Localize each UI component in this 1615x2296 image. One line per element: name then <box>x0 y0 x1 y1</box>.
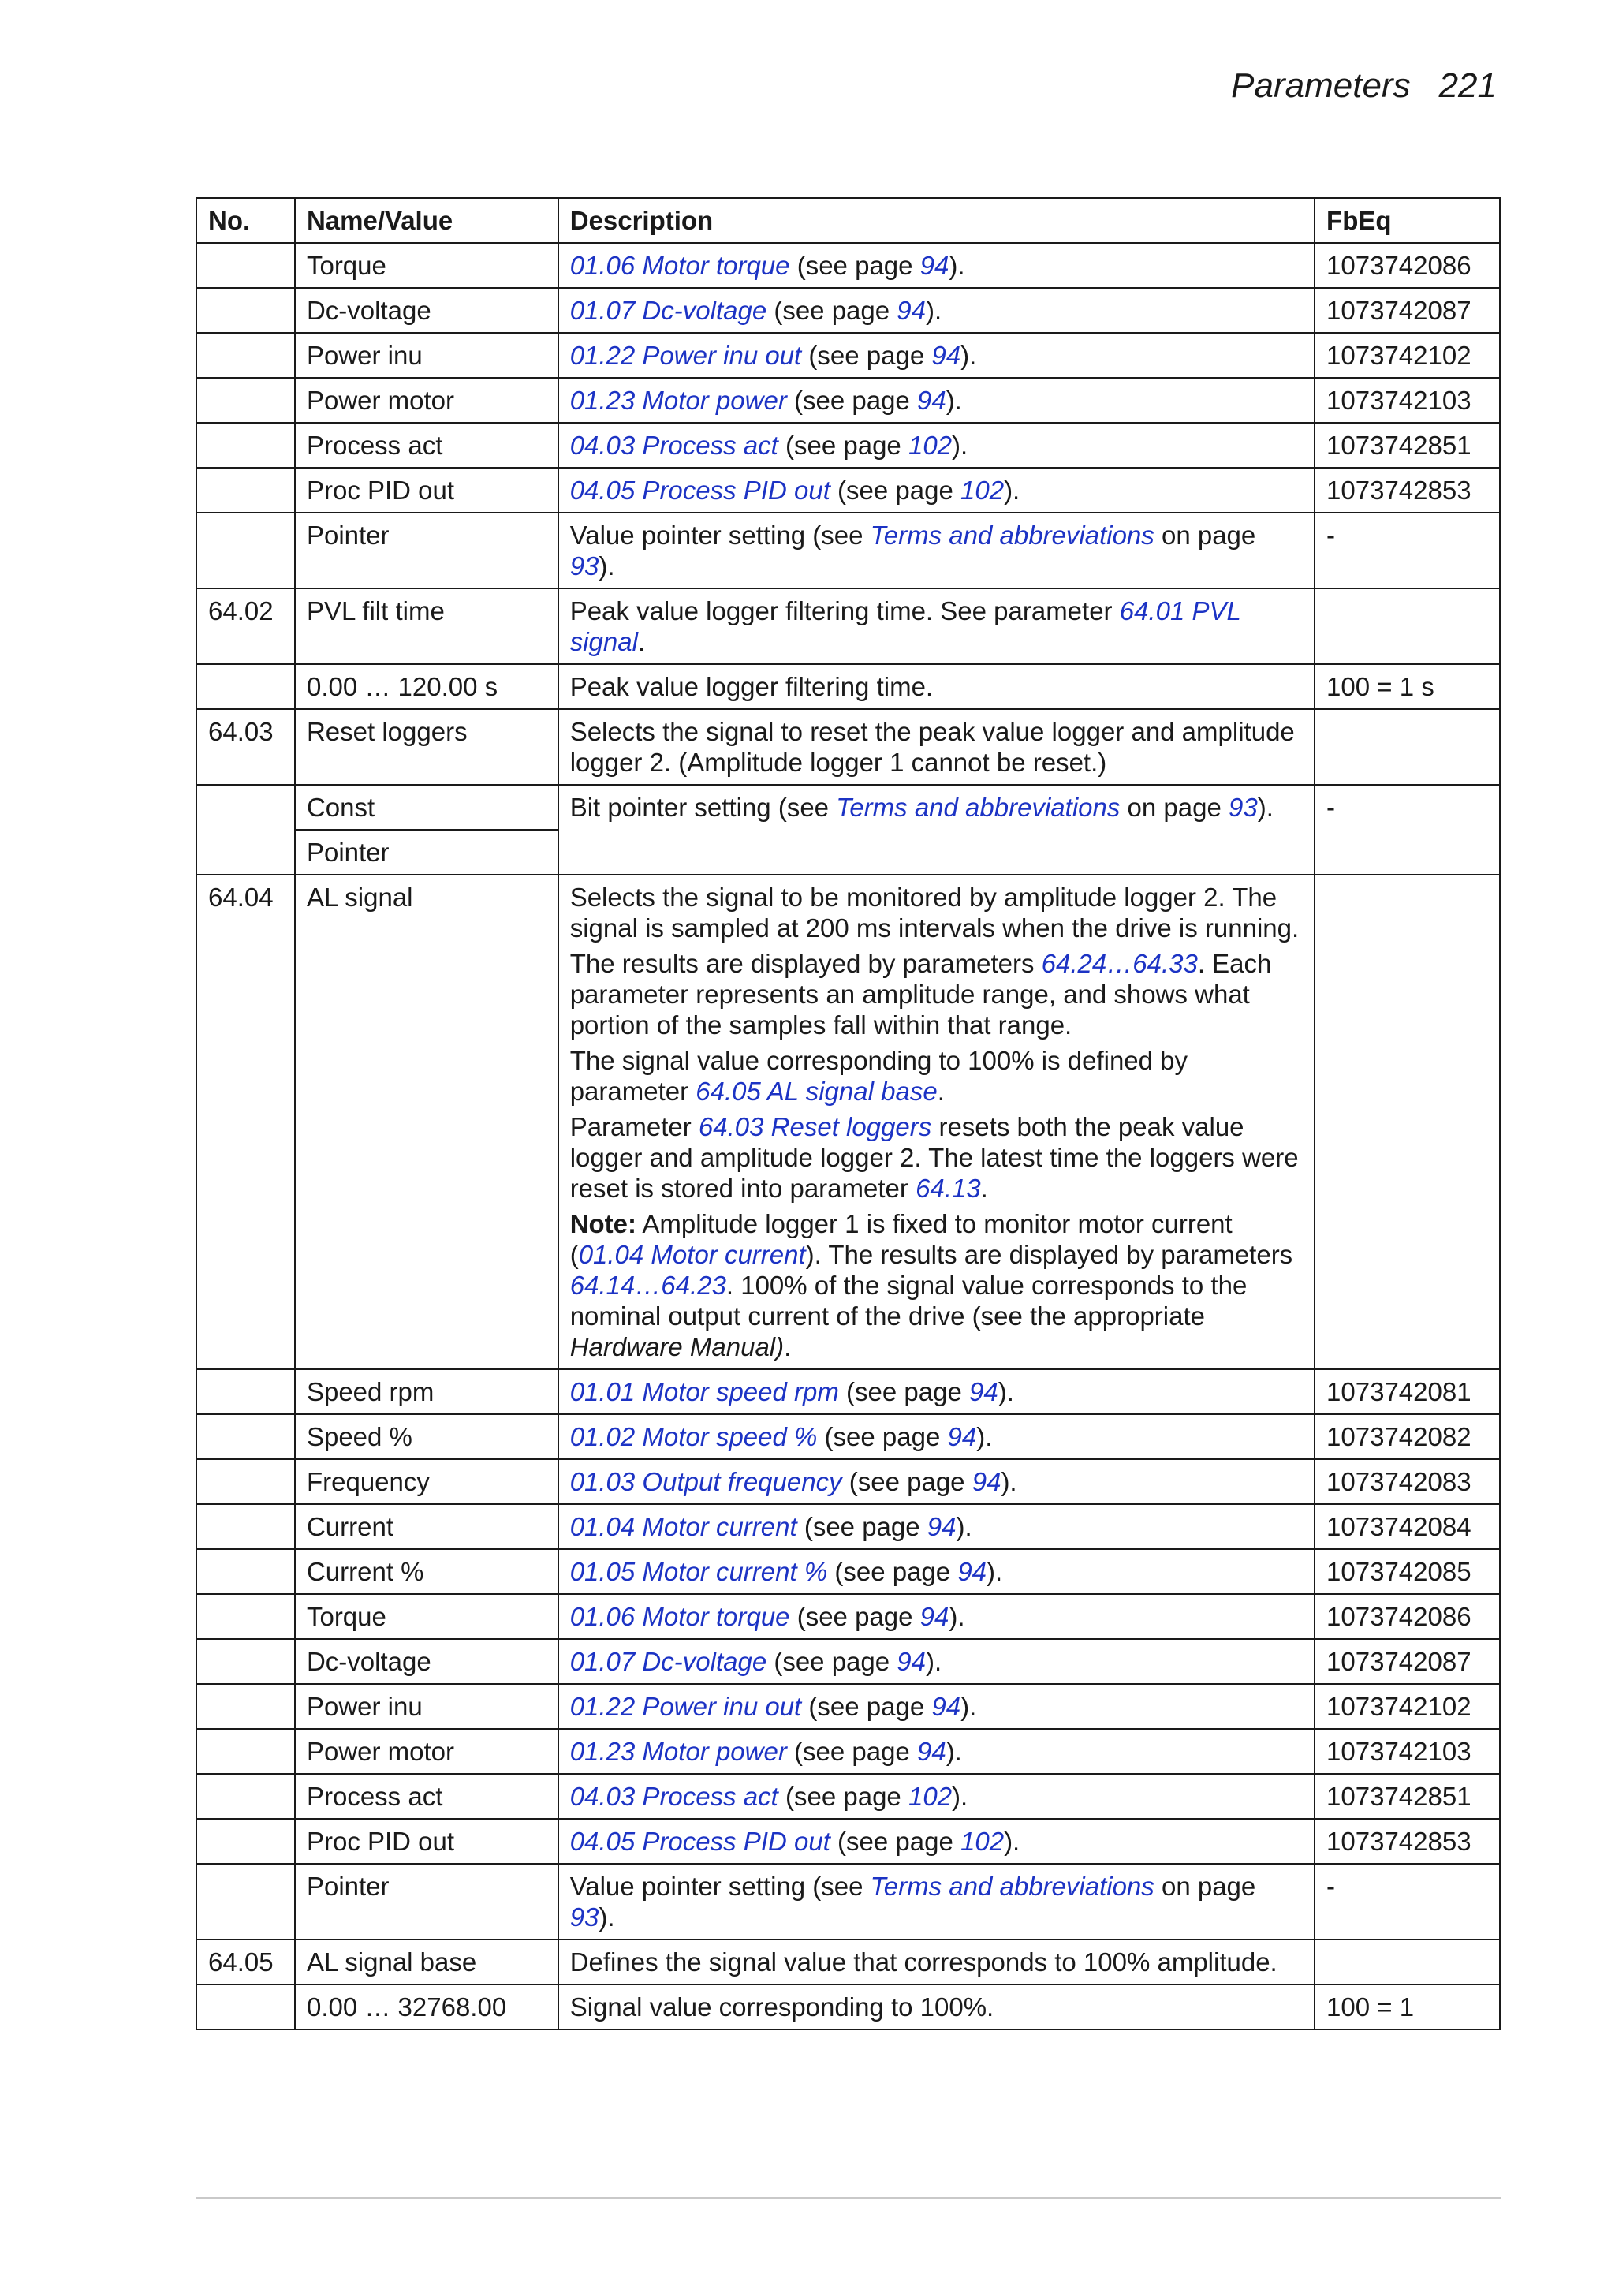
cell-no <box>196 1864 295 1939</box>
link-64-03[interactable]: 64.03 Reset loggers <box>698 1112 932 1141</box>
link-01-04[interactable]: 01.04 Motor current <box>578 1240 806 1269</box>
table-row <box>196 1504 1500 1549</box>
cell-fbeq: 1073742103 <box>1315 1729 1500 1774</box>
cell-desc: 01.06 Motor torque (see page 94). <box>558 1594 1315 1639</box>
page-link[interactable]: 94 <box>916 386 946 415</box>
cell-fbeq: 1073742853 <box>1315 468 1500 513</box>
cell-desc: 01.23 Motor power (see page 94). <box>558 1729 1315 1774</box>
cell-fbeq: 1073742082 <box>1315 1414 1500 1459</box>
table-row <box>196 1369 1500 1414</box>
cell-desc <box>558 875 1315 1369</box>
section-title: Parameters <box>1231 66 1411 105</box>
page-link[interactable]: 94 <box>972 1467 1001 1496</box>
table-row-64-04 <box>196 875 1500 1369</box>
table-row-64-03 <box>196 709 1500 785</box>
page-link[interactable]: 102 <box>960 1827 1005 1856</box>
cell-no <box>196 288 295 333</box>
link-64-14[interactable]: 64.14 <box>569 1271 636 1300</box>
link-64-01[interactable]: 64.01 PVL signal <box>569 596 1241 656</box>
cell-no <box>196 1819 295 1864</box>
cell-desc: 01.02 Motor speed % (see page 94). <box>558 1414 1315 1459</box>
page-link[interactable]: 102 <box>960 476 1005 505</box>
cell-no <box>196 513 295 588</box>
link-terms[interactable]: Terms and abbreviations <box>836 793 1121 822</box>
cell-desc: 01.23 Motor power (see page 94). <box>558 378 1315 423</box>
table-row <box>196 1594 1500 1639</box>
signal-link[interactable]: 01.06 Motor torque <box>569 251 790 280</box>
cell-no <box>196 1594 295 1639</box>
cell-no <box>196 378 295 423</box>
cell-name: Const <box>295 785 558 830</box>
signal-link[interactable]: 01.02 Motor speed % <box>569 1422 818 1451</box>
signal-link[interactable]: 01.22 Power inu out <box>569 341 802 370</box>
page-link[interactable]: 94 <box>969 1377 998 1406</box>
cell-fbeq: 1073742086 <box>1315 243 1500 288</box>
cell-name: Power inu <box>295 333 558 378</box>
desc-note: Note: Amplitude logger 1 is fixed to monitor motor current (01.04 Motor current). The results are displayed by parameters 64.14…64.23. 100% of the signal value corresponds to the nominal output current of the drive (see the appropriate Hardware Manual). <box>569 1209 1293 1361</box>
cell-fbeq: 1073742851 <box>1315 423 1500 468</box>
cell-desc: Value pointer setting (see Terms and abbreviations on page 93). <box>558 513 1315 588</box>
cell-name: Frequency <box>295 1459 558 1504</box>
cell-fbeq <box>1315 588 1500 664</box>
cell-desc: 01.07 Dc-voltage (see page 94). <box>558 288 1315 333</box>
signal-link[interactable]: 01.07 Dc-voltage <box>569 1647 767 1676</box>
page-link[interactable]: 94 <box>919 1602 949 1631</box>
cell-desc: Value pointer setting (see Terms and abbreviations on page 93). <box>558 1864 1315 1939</box>
table-row <box>196 1684 1500 1729</box>
table-row <box>196 1639 1500 1684</box>
table-row <box>196 1729 1500 1774</box>
cell-fbeq <box>1315 875 1500 1369</box>
cell-name: Proc PID out <box>295 1819 558 1864</box>
cell-no: 64.05 <box>196 1939 295 1984</box>
cell-desc: 01.01 Motor speed rpm (see page 94). <box>558 1369 1315 1414</box>
signal-link[interactable]: 01.07 Dc-voltage <box>569 296 767 325</box>
signal-link[interactable]: 01.23 Motor power <box>569 1737 787 1766</box>
cell-name: 0.00 … 32768.00 <box>295 1984 558 2029</box>
table-row <box>196 1774 1500 1819</box>
page-link[interactable]: 94 <box>957 1557 987 1586</box>
cell-no <box>196 1369 295 1414</box>
link-page[interactable]: 93 <box>569 551 599 581</box>
cell-name: Current % <box>295 1549 558 1594</box>
signal-link[interactable]: 01.06 Motor torque <box>569 1602 790 1631</box>
header-name: Name/Value <box>295 198 558 243</box>
cell-fbeq: 1073742083 <box>1315 1459 1500 1504</box>
cell-desc: 01.05 Motor current % (see page 94). <box>558 1549 1315 1594</box>
cell-no <box>196 243 295 288</box>
link-64-05[interactable]: 64.05 AL signal base <box>696 1077 938 1106</box>
signal-link[interactable]: 04.05 Process PID out <box>569 476 830 505</box>
table-row-64-02-range <box>196 664 1500 709</box>
link-64-33[interactable]: 64.33 <box>1132 949 1198 978</box>
table-row <box>196 1414 1500 1459</box>
table-row-pointer-b <box>196 1864 1500 1939</box>
cell-name: Speed % <box>295 1414 558 1459</box>
cell-name: Process act <box>295 423 558 468</box>
cell-fbeq: 1073742081 <box>1315 1369 1500 1414</box>
cell-no <box>196 1984 295 2029</box>
page-link[interactable]: 94 <box>897 1647 927 1676</box>
desc-paragraph-3: The signal value corresponding to 100% is defined by parameter 64.05 AL signal base. <box>569 1046 1188 1106</box>
parameter-table <box>196 197 1501 2030</box>
link-64-23[interactable]: 64.23 <box>661 1271 726 1300</box>
cell-name: Power inu <box>295 1684 558 1729</box>
cell-fbeq: 1073742103 <box>1315 378 1500 423</box>
cell-desc: Signal value corresponding to 100%. <box>558 1984 1315 2029</box>
link-64-24[interactable]: 64.24 <box>1041 949 1107 978</box>
signal-link[interactable]: 01.22 Power inu out <box>569 1692 802 1721</box>
cell-fbeq <box>1315 709 1500 785</box>
cell-fbeq: - <box>1315 1864 1500 1939</box>
desc-paragraph-4: Parameter 64.03 Reset loggers resets both the peak value logger and amplitude logger 2. The latest time the loggers were reset is stored into parameter 64.13. <box>569 1112 1299 1203</box>
signal-link[interactable]: 01.04 Motor current <box>569 1512 797 1541</box>
cell-no <box>196 1459 295 1504</box>
page-number: 221 <box>1438 66 1497 105</box>
table-row <box>196 288 1500 333</box>
cell-name: Pointer <box>295 1864 558 1939</box>
cell-name: 0.00 … 120.00 s <box>295 664 558 709</box>
cell-name: Current <box>295 1504 558 1549</box>
table-row <box>196 243 1500 288</box>
desc-paragraph-2: The results are displayed by parameters 64.24…64.33. Each parameter represents an amplitude range, and shows what portion of the samples fall within that range. <box>569 949 1272 1040</box>
table-row <box>196 1549 1500 1594</box>
cell-name: Process act <box>295 1774 558 1819</box>
link-64-13[interactable]: 64.13 <box>916 1174 981 1203</box>
cell-no <box>196 1549 295 1594</box>
note-label: Note: <box>569 1209 637 1238</box>
cell-desc: Bit pointer setting (see Terms and abbreviations on page 93). <box>558 785 1315 875</box>
cell-no: 64.03 <box>196 709 295 785</box>
cell-name: Power motor <box>295 1729 558 1774</box>
cell-fbeq: 1073742102 <box>1315 1684 1500 1729</box>
table-row-64-03-const <box>196 785 1500 830</box>
cell-fbeq: 100 = 1 s <box>1315 664 1500 709</box>
table-header-row <box>196 198 1500 243</box>
cell-no: 64.04 <box>196 875 295 1369</box>
page-link[interactable]: 94 <box>897 296 927 325</box>
page-link[interactable]: 102 <box>908 1782 953 1811</box>
cell-fbeq: 1073742086 <box>1315 1594 1500 1639</box>
signal-link[interactable]: 01.23 Motor power <box>569 386 787 415</box>
cell-no <box>196 785 295 875</box>
signal-link[interactable]: 04.03 Process act <box>569 1782 778 1811</box>
link-terms[interactable]: Terms and abbreviations <box>870 521 1154 550</box>
cell-fbeq: 1073742851 <box>1315 1774 1500 1819</box>
cell-desc: 01.22 Power inu out (see page 94). <box>558 1684 1315 1729</box>
page-link[interactable]: 94 <box>931 341 961 370</box>
cell-fbeq: 1073742085 <box>1315 1549 1500 1594</box>
table-row-64-05-range <box>196 1984 1500 2029</box>
cell-name: Dc-voltage <box>295 1639 558 1684</box>
table-row <box>196 1459 1500 1504</box>
cell-desc: 01.22 Power inu out (see page 94). <box>558 333 1315 378</box>
cell-no <box>196 468 295 513</box>
page-link[interactable]: 94 <box>919 251 949 280</box>
signal-link[interactable]: 04.03 Process act <box>569 431 778 460</box>
cell-desc: 01.03 Output frequency (see page 94). <box>558 1459 1315 1504</box>
page-link[interactable]: 102 <box>908 431 953 460</box>
cell-name: Pointer <box>295 513 558 588</box>
cell-name: Power motor <box>295 378 558 423</box>
header-desc: Description <box>558 198 1315 243</box>
cell-no <box>196 1774 295 1819</box>
cell-no: 64.02 <box>196 588 295 664</box>
page-link[interactable]: 94 <box>916 1737 946 1766</box>
cell-fbeq: - <box>1315 513 1500 588</box>
cell-name: Speed rpm <box>295 1369 558 1414</box>
cell-name: Pointer <box>295 830 558 875</box>
cell-fbeq: 100 = 1 <box>1315 1984 1500 2029</box>
table-row <box>196 423 1500 468</box>
table-row <box>196 468 1500 513</box>
cell-no <box>196 1684 295 1729</box>
cell-name: Proc PID out <box>295 468 558 513</box>
signal-link[interactable]: 01.05 Motor current % <box>569 1557 828 1586</box>
cell-name: Torque <box>295 1594 558 1639</box>
cell-desc: 04.05 Process PID out (see page 102). <box>558 1819 1315 1864</box>
cell-no <box>196 333 295 378</box>
page-link[interactable]: 94 <box>947 1422 977 1451</box>
cell-desc: 01.04 Motor current (see page 94). <box>558 1504 1315 1549</box>
page-link[interactable]: 94 <box>931 1692 961 1721</box>
signal-link[interactable]: 04.05 Process PID out <box>569 1827 830 1856</box>
cell-name: AL signal <box>295 875 558 1369</box>
cell-fbeq <box>1315 1939 1500 1984</box>
link-terms[interactable]: Terms and abbreviations <box>870 1872 1154 1901</box>
table-row-64-05 <box>196 1939 1500 1984</box>
cell-name: AL signal base <box>295 1939 558 1984</box>
link-page[interactable]: 93 <box>1228 793 1258 822</box>
cell-desc: 04.05 Process PID out (see page 102). <box>558 468 1315 513</box>
cell-desc: Peak value logger filtering time. See parameter 64.01 PVL signal. <box>558 588 1315 664</box>
cell-no <box>196 1414 295 1459</box>
page-link[interactable]: 94 <box>927 1512 957 1541</box>
cell-name: Torque <box>295 243 558 288</box>
cell-fbeq: 1073742853 <box>1315 1819 1500 1864</box>
cell-fbeq: 1073742084 <box>1315 1504 1500 1549</box>
cell-desc: 04.03 Process act (see page 102). <box>558 1774 1315 1819</box>
link-page[interactable]: 93 <box>569 1902 599 1932</box>
table-row-64-02 <box>196 588 1500 664</box>
table-row <box>196 333 1500 378</box>
cell-desc: Selects the signal to reset the peak value logger and amplitude logger 2. (Amplitude logger 1 cannot be reset.) <box>558 709 1315 785</box>
cell-name: Dc-voltage <box>295 288 558 333</box>
cell-name: PVL filt time <box>295 588 558 664</box>
cell-desc: Peak value logger filtering time. <box>558 664 1315 709</box>
desc-paragraph-1: Selects the signal to be monitored by amplitude logger 2. The signal is sampled at 200 ms intervals when the drive is running. <box>569 883 1300 943</box>
table-row-pointer-a <box>196 513 1500 588</box>
header-fbeq: FbEq <box>1315 198 1500 243</box>
page-header <box>1231 66 1497 106</box>
cell-fbeq: - <box>1315 785 1500 875</box>
cell-no <box>196 1729 295 1774</box>
cell-no <box>196 664 295 709</box>
cell-desc: 01.06 Motor torque (see page 94). <box>558 243 1315 288</box>
cell-desc: 01.07 Dc-voltage (see page 94). <box>558 1639 1315 1684</box>
cell-desc: Defines the signal value that corresponds to 100% amplitude. <box>558 1939 1315 1984</box>
cell-no <box>196 1504 295 1549</box>
cell-fbeq: 1073742087 <box>1315 288 1500 333</box>
cell-no <box>196 1639 295 1684</box>
table-row <box>196 1819 1500 1864</box>
signal-link[interactable]: 01.03 Output frequency <box>569 1467 842 1496</box>
header-no: No. <box>196 198 295 243</box>
table-row <box>196 378 1500 423</box>
signal-link[interactable]: 01.01 Motor speed rpm <box>569 1377 839 1406</box>
footer-rule <box>196 2197 1501 2199</box>
cell-name: Reset loggers <box>295 709 558 785</box>
cell-no <box>196 423 295 468</box>
cell-fbeq: 1073742087 <box>1315 1639 1500 1684</box>
cell-fbeq: 1073742102 <box>1315 333 1500 378</box>
cell-desc: 04.03 Process act (see page 102). <box>558 423 1315 468</box>
